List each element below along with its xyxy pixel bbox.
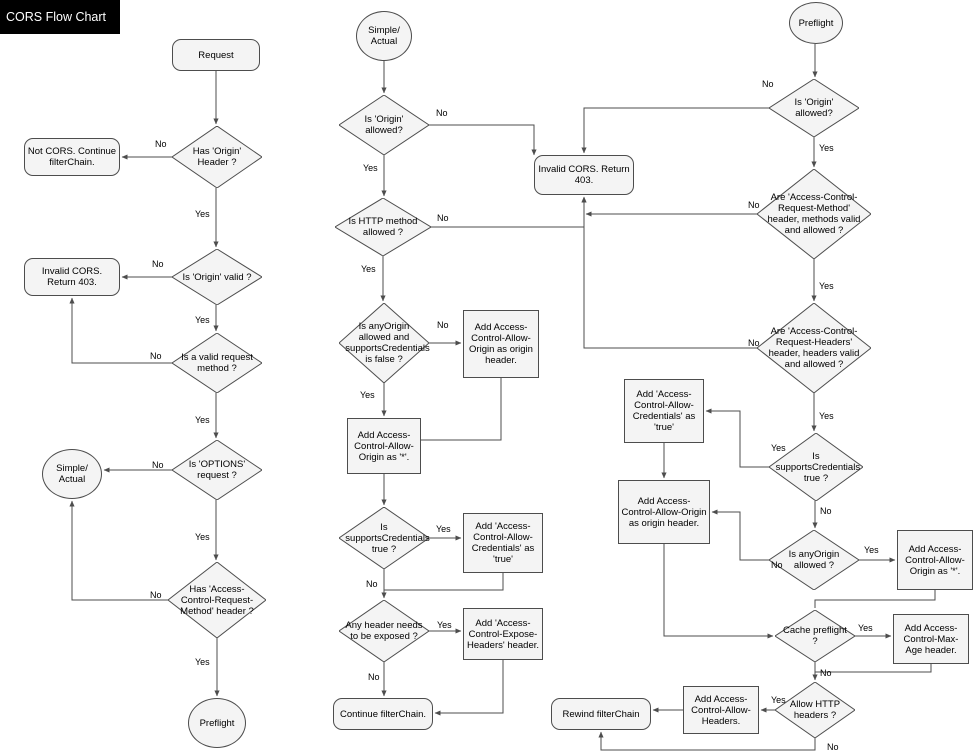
edge-label: Yes xyxy=(195,532,210,542)
edge-p5-p6 xyxy=(706,411,769,467)
node-m1[interactable] xyxy=(356,11,412,61)
edge-p7-p10 xyxy=(664,544,773,636)
edge-p11-p12 xyxy=(815,664,931,680)
node-label: Add 'Access-Control-Expose-Headers' header. xyxy=(466,617,540,651)
node-label: Is supportsCredentials true ? xyxy=(775,450,861,484)
node-label: Invalid CORS. Return 403. xyxy=(41,266,103,288)
node-p4[interactable] xyxy=(757,303,871,393)
node-n6[interactable] xyxy=(172,333,262,393)
node-n9[interactable] xyxy=(168,562,266,638)
node-label: Are 'Access-Control-Request-Method' header, methods valid and allowed ? xyxy=(767,192,861,236)
node-m10[interactable] xyxy=(339,600,429,662)
node-p3[interactable] xyxy=(757,169,871,259)
edge-label: No xyxy=(152,460,164,470)
node-p7[interactable] xyxy=(618,480,710,544)
node-p12[interactable] xyxy=(775,682,855,738)
node-label: Cache preflight ? xyxy=(783,625,847,647)
node-m5[interactable] xyxy=(339,303,429,383)
node-label: Add Access-Control-Allow-Origin as origin header. xyxy=(469,322,533,366)
node-n2[interactable] xyxy=(172,126,262,188)
node-n8[interactable] xyxy=(42,449,102,499)
node-label: Continue filterChain. xyxy=(339,708,427,720)
node-label: Is anyOrigin allowed and supportsCredentials is false ? xyxy=(345,321,430,365)
edge-p9-p10 xyxy=(815,590,935,608)
node-label: Simple/ Actual xyxy=(368,25,400,47)
node-label: Add Access-Control-Max-Age header. xyxy=(903,622,959,656)
edge-label: No xyxy=(437,213,449,223)
node-p6[interactable] xyxy=(624,379,704,443)
node-label: Are 'Access-Control-Request-Headers' header, headers valid and allowed ? xyxy=(768,326,860,370)
edge-label: Yes xyxy=(195,315,210,325)
edge-m11-m12 xyxy=(435,660,503,713)
node-label: Is 'Origin' valid ? xyxy=(182,271,252,283)
edge-label: Yes xyxy=(195,415,210,425)
node-label: Preflight xyxy=(798,17,834,29)
edge-label: Yes xyxy=(360,390,375,400)
node-n3[interactable] xyxy=(24,138,120,176)
node-p9[interactable] xyxy=(897,530,973,590)
node-label: Not CORS. Continue filterChain. xyxy=(27,146,117,168)
node-p13[interactable] xyxy=(683,686,759,734)
node-label: Has 'Access-Control-Request-Method' header ? xyxy=(180,583,254,617)
edge-label: Yes xyxy=(819,411,834,421)
node-n5[interactable] xyxy=(24,258,120,296)
node-n4[interactable] xyxy=(172,249,262,305)
edge-m4-m3 xyxy=(431,197,584,227)
edge-label: No xyxy=(748,200,760,210)
edge-label: No xyxy=(152,259,164,269)
edge-label: Yes xyxy=(771,443,786,453)
edge-p2-m3 xyxy=(584,108,769,153)
edge-label: Yes xyxy=(195,657,210,667)
node-label: Has 'Origin' Header ? xyxy=(192,146,242,168)
node-label: Is supportsCredentials true ? xyxy=(345,521,430,555)
edge-label: No xyxy=(436,108,448,118)
node-label: Is 'OPTIONS' request ? xyxy=(188,459,246,481)
node-m2[interactable] xyxy=(339,95,429,155)
node-n10[interactable] xyxy=(188,698,246,748)
edge-label: Yes xyxy=(195,209,210,219)
chart-title-label: CORS Flow Chart xyxy=(6,10,107,24)
edge-label: No xyxy=(771,560,783,570)
node-label: Simple/ Actual xyxy=(56,463,88,485)
node-m6[interactable] xyxy=(463,310,539,378)
edge-label: No xyxy=(748,338,760,348)
edge-label: No xyxy=(762,79,774,89)
edge-label: No xyxy=(820,506,832,516)
node-p8[interactable] xyxy=(769,530,859,590)
node-p11[interactable] xyxy=(893,614,969,664)
edge-p8-p7 xyxy=(712,512,769,560)
edge-n9-n8 xyxy=(72,501,168,600)
node-label: Add Access-Control-Allow-Headers. xyxy=(691,693,751,727)
node-p2[interactable] xyxy=(769,79,859,137)
node-label: Add Access-Control-Allow-Origin as origin header. xyxy=(621,495,707,529)
node-m7[interactable] xyxy=(347,418,421,474)
edge-label: No xyxy=(827,742,839,752)
edge-label: Yes xyxy=(819,143,834,153)
node-label: Request xyxy=(198,49,234,61)
node-n7[interactable] xyxy=(172,440,262,500)
edge-label: Yes xyxy=(437,620,452,630)
edge-label: Yes xyxy=(361,264,376,274)
node-label: Invalid CORS. Return 403. xyxy=(538,164,630,186)
node-label: Is a valid request method ? xyxy=(181,352,253,374)
edge-m9-m10 xyxy=(384,573,503,598)
edge-p4-m3 xyxy=(584,197,757,348)
node-label: Preflight xyxy=(199,717,235,729)
node-m4[interactable] xyxy=(335,198,431,256)
edge-label: No xyxy=(437,320,449,330)
chart-title xyxy=(0,0,120,34)
node-label: Is 'Origin' allowed? xyxy=(794,97,834,119)
node-p14[interactable] xyxy=(551,698,651,730)
node-m9[interactable] xyxy=(463,513,543,573)
node-label: Any header needs to be exposed ? xyxy=(345,620,423,642)
node-m12[interactable] xyxy=(333,698,433,730)
node-label: Rewind filterChain xyxy=(562,708,640,720)
node-label: Add Access-Control-Allow-Origin as '*'. xyxy=(905,543,965,577)
edge-label: No xyxy=(150,351,162,361)
node-m3[interactable] xyxy=(534,155,634,195)
edge-label: No xyxy=(155,139,167,149)
node-m11[interactable] xyxy=(463,608,543,660)
edge-label: Yes xyxy=(819,281,834,291)
node-label: Is HTTP method allowed ? xyxy=(348,216,418,238)
node-p10[interactable] xyxy=(775,610,855,662)
edge-m2-m3 xyxy=(429,125,534,155)
node-label: Is anyOrigin allowed ? xyxy=(788,549,840,571)
node-n1[interactable] xyxy=(172,39,260,71)
edge-label: No xyxy=(368,672,380,682)
edge-label: Yes xyxy=(858,623,873,633)
edge-label: Yes xyxy=(363,163,378,173)
edge-label: No xyxy=(820,668,832,678)
edge-label: Yes xyxy=(436,524,451,534)
node-label: Add Access-Control-Allow-Origin as '*'. xyxy=(354,429,414,463)
node-p1[interactable] xyxy=(789,2,843,44)
node-label: Add 'Access-Control-Allow-Credentials' as 'true' xyxy=(632,389,696,433)
edge-label: No xyxy=(366,579,378,589)
edge-label: Yes xyxy=(864,545,879,555)
edge-label: No xyxy=(150,590,162,600)
node-m8[interactable] xyxy=(339,507,429,569)
edge-label: Yes xyxy=(771,695,786,705)
node-label: Add 'Access-Control-Allow-Credentials' as 'true' xyxy=(471,521,535,565)
node-label: Allow HTTP headers ? xyxy=(789,699,841,721)
node-label: Is 'Origin' allowed? xyxy=(364,114,404,136)
